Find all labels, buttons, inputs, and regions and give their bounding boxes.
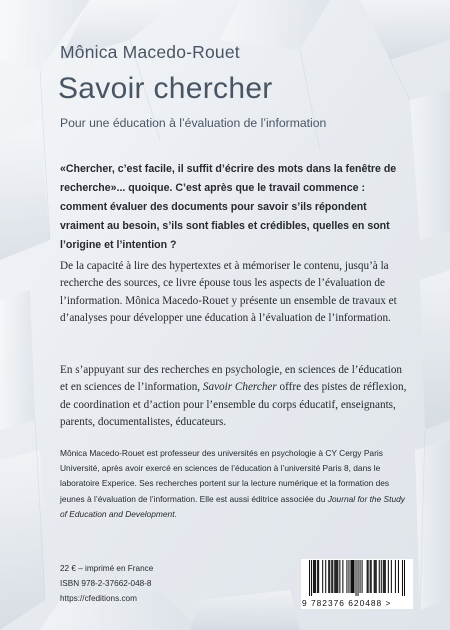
barcode-bar [328,560,329,593]
barcode-bar [395,560,396,593]
barcode-bar [384,560,385,593]
author-name: Mônica Macedo-Rouet [60,42,240,62]
barcode-bar [368,560,369,593]
journal-name: Journal for the Study of Education and Development [60,493,405,519]
barcode-bar [348,560,349,593]
barcode-bar [309,560,310,596]
barcode-bar [322,560,323,593]
barcode-bar [334,560,335,593]
barcode-bar [374,560,375,593]
publisher-url[interactable]: https://cfeditions.com [60,594,137,603]
barcode-bar [342,560,343,593]
barcode-bar [358,560,359,596]
barcode-bar [391,560,392,593]
book-title-italic: Savoir Chercher [202,381,277,394]
barcode-bar [351,560,352,593]
barcode-bar [385,560,386,593]
barcode-bar [379,560,380,593]
pull-quote: «Chercher, c’est facile, il suffit d’écrire des mots dans la fenêtre de recherche»... quoique. C’est après que le travail commence : comment évaluer des documents pour savoir s’ils répondent vraiment au besoin, s’ils sont fiables et crédibles, quelles en sont l’origine et l’intention ? [60,163,397,251]
barcode-bar [339,560,340,593]
barcode-bar [335,560,336,593]
price-line: 22 € – imprimé en France [60,564,154,573]
book-title: Savoir chercher [58,72,273,105]
barcode-bar [350,560,351,593]
barcode-bar [370,560,371,593]
barcode-bar [337,560,338,593]
barcode-bar [353,560,354,593]
barcode-bar [371,560,372,593]
body-paragraph-2-end: offre des pistes de réflexion, de coordination et d’action pour l’ensemble du corps éducatif, enseignants, parents, documentalistes, éducateurs. [60,381,407,428]
barcode-bar [398,560,399,593]
barcode-bar [325,560,326,593]
isbn-line: ISBN 978-2-37662-048-8 [60,579,152,588]
barcode-bar [355,560,356,596]
barcode-bar [376,560,377,593]
barcode-bar [313,560,314,593]
barcode-bar [314,560,315,593]
barcode-bar [317,560,318,593]
barcode-bar [362,560,363,593]
barcode-icon [309,560,405,596]
body-paragraph-2 [60,362,410,431]
author-bio-end: . [174,508,177,519]
body-paragraph-2-start: En s’appuyant sur des recherches en psychologie, en sciences de l’éducation et en sciences de l’information, [60,364,403,394]
barcode-bar [311,560,312,596]
body-paragraph-1: De la capacité à lire des hypertextes et à mémoriser le contenu, jusqu’à la recherche des sources, ce livre épouse tous les aspects de l’évaluation de l’information. Mônica Macedo-Rouet y présente un ensemble de travaux et d’analyses pour développer une éducation à l’évaluation de l’information. [60,260,397,324]
barcode-bar [381,560,382,593]
barcode-bar [331,560,332,593]
barcode-bar [388,560,389,593]
barcode-bar [352,560,353,593]
barcode-bar [383,560,384,593]
barcode-bar [360,560,361,593]
barcode-bar [332,560,333,593]
barcode-bar [318,560,319,593]
author-bio [60,446,405,522]
barcode-bar [329,560,330,593]
publication-info [60,561,153,606]
barcode-bar [315,560,316,593]
barcode-digits: 9 782376 620488 > [302,598,392,608]
author-bio-text: Mônica Macedo-Rouet est professeur des universités en psychologie à CY Cergy Paris Université, après avoir exercé en sciences de l’éducation à l’université Paris 8, dans le laboratoire Experice. Ses recherches portent sur la lecture numérique et la formation des jeunes à l’évaluation de l’information. Elle est aussi éditrice associée du [60,448,390,504]
book-subtitle: Pour une éducation à l’évaluation de l’information [60,116,327,130]
barcode-bar [346,560,347,593]
barcode-bar [404,560,405,596]
barcode-bar [336,560,337,593]
barcode-bar [375,560,376,593]
barcode-bar [367,560,368,593]
barcode-bar [402,560,403,596]
